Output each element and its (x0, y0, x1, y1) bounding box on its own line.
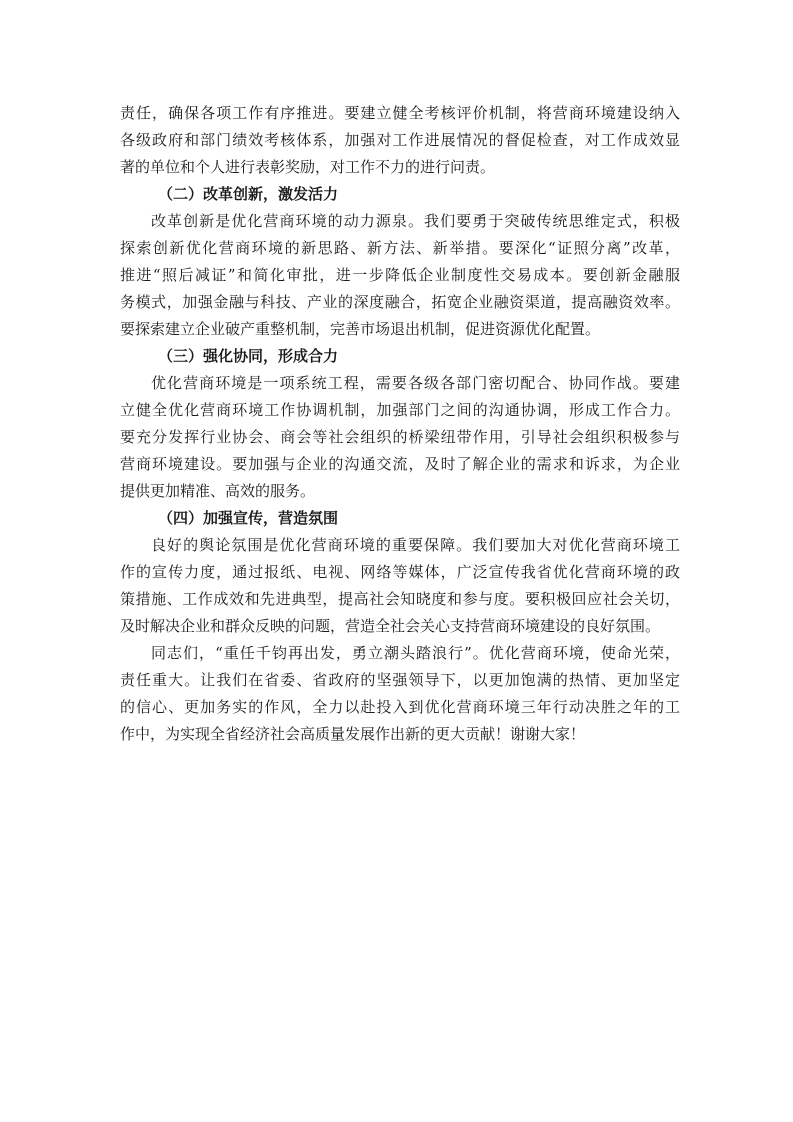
text-line: 探索创新优化营商环境的新思路、新方法、新举措。要深化“证照分离”改革， (120, 239, 680, 257)
text-line: 提供更加精准、高效的服务。 (120, 482, 316, 500)
text-line: 要探索建立企业破产重整机制，完善市场退出机制，促进资源优化配置。 (120, 320, 601, 338)
paragraph-section-4 (120, 532, 680, 640)
paragraph-section-2 (120, 208, 680, 343)
text-line: 改革创新是优化营商环境的动力源泉。我们要勇于突破传统思维定式，积极 (151, 212, 680, 230)
text-line: 各级政府和部门绩效考核体系，加强对工作进展情况的督促检查，对工作成效显 (120, 131, 680, 149)
text-line: 要充分发挥行业协会、商会等社会组织的桥梁纽带作用，引导社会组织积极参与 (120, 428, 680, 446)
text-line: 责任，确保各项工作有序推进。要建立健全考核评价机制，将营商环境建设纳入 (120, 104, 680, 122)
text-line: 优化营商环境是一项系统工程，需要各级各部门密切配合、协同作战。要建 (151, 374, 680, 392)
text-line: 及时解决企业和群众反映的问题，营造全社会关心支持营商环境建设的良好氛围。 (120, 617, 661, 635)
section-heading-3: （三）强化协同，形成合力 (158, 347, 339, 365)
text-line: 著的单位和个人进行表彰奖励，对工作不力的进行问责。 (120, 158, 496, 176)
paragraph-closing (120, 640, 680, 748)
text-line: 作的宣传力度，通过报纸、电视、网络等媒体，广泛宣传我省优化营商环境的政 (120, 563, 680, 581)
paragraph-section-3 (120, 370, 680, 505)
text-line: 责任重大。让我们在省委、省政府的坚强领导下，以更加饱满的热情、更加坚定 (120, 671, 680, 689)
text-line: 作中，为实现全省经济社会高质量发展作出新的更大贡献！谢谢大家！ (120, 725, 586, 743)
paragraph-intro (120, 100, 680, 181)
text-line: 务模式，加强金融与科技、产业的深度融合，拓宽企业融资渠道，提高融资效率。 (120, 293, 680, 311)
text-line: 推进“照后减证”和简化审批，进一步降低企业制度性交易成本。要创新金融服 (120, 266, 680, 284)
text-line: 营商环境建设。要加强与企业的沟通交流，及时了解企业的需求和诉求，为企业 (120, 455, 680, 473)
text-line: 策措施、工作成效和先进典型，提高社会知晓度和参与度。要积极回应社会关切， (120, 590, 680, 608)
section-heading-2: （二）改革创新，激发活力 (158, 185, 339, 203)
text-line: 良好的舆论氛围是优化营商环境的重要保障。我们要加大对优化营商环境工 (151, 536, 680, 554)
document-page (120, 100, 680, 748)
text-line: 的信心、更加务实的作风，全力以赴投入到优化营商环境三年行动决胜之年的工 (120, 698, 680, 716)
text-line: 同志们，“重任千钧再出发，勇立潮头踏浪行”。优化营商环境，使命光荣， (151, 644, 680, 662)
text-line: 立健全优化营商环境工作协调机制，加强部门之间的沟通协调，形成工作合力。 (120, 401, 680, 419)
section-heading-4: （四）加强宣传，营造氛围 (158, 509, 339, 527)
